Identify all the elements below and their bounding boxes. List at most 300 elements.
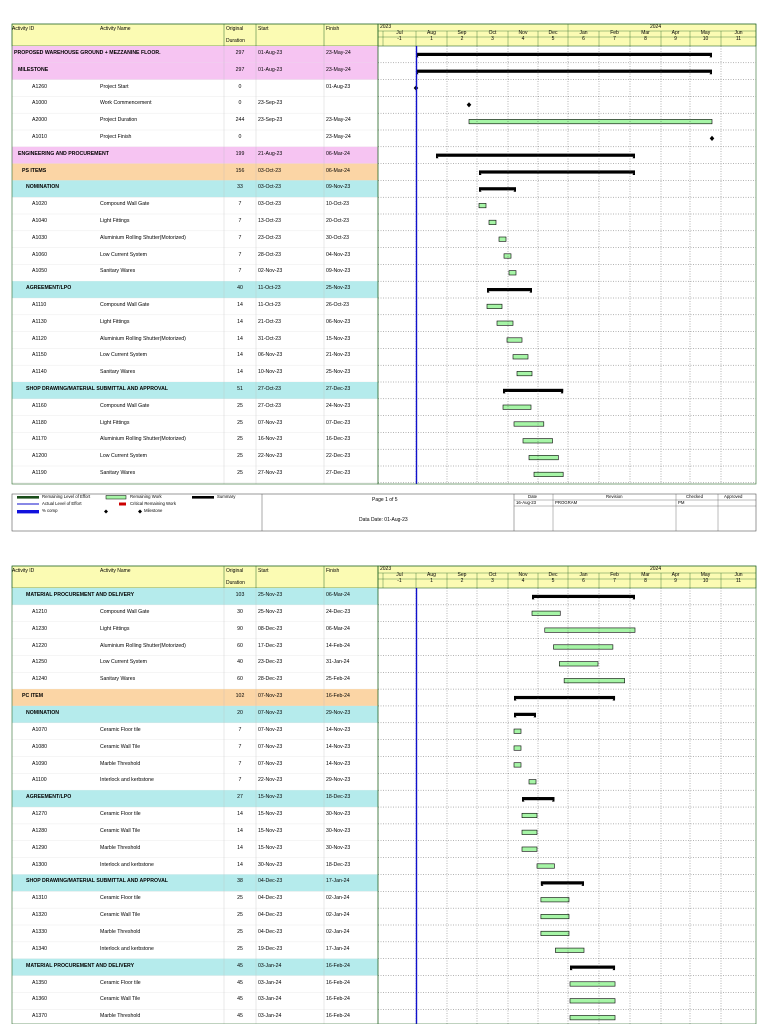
timescale-month-number: 3 [491,36,494,42]
activity-id: A1160 [32,402,47,409]
wbs-title: PC ITEM [22,693,44,700]
activity-start: 11-Oct-23 [258,285,281,292]
activity-duration: 7 [238,218,242,224]
activity-start: 19-Dec-23 [258,945,283,952]
activity-duration: 25 [237,895,243,902]
activity-start: 07-Nov-23 [258,726,283,733]
activity-name: Marble Threshold [100,760,141,767]
activity-duration: 60 [237,676,243,683]
activity-finish: 14-Nov-23 [326,726,351,733]
activity-start: 21-Oct-23 [258,318,282,325]
activity-duration: 14 [237,318,243,325]
activity-start: 27-Oct-23 [258,402,282,409]
activity-finish: 21-Nov-23 [326,352,351,359]
activity-name: Low Current System [100,659,147,666]
activity-duration: 25 [237,453,243,460]
activity-start: 25-Nov-23 [258,592,283,598]
activity-start: 11-Oct-23 [258,302,281,308]
activity-name: Sanitary Wares [100,470,136,476]
wbs-title: PROPOSED WAREHOUSE GROUND + MEZZANINE FLOOR. [14,50,161,56]
activity-finish: 06-Mar-24 [326,592,350,598]
header-duration: Duration [226,38,245,44]
header-duration: Duration [226,580,245,586]
activity-duration: 7 [238,234,242,241]
activity-duration: 45 [237,962,243,969]
activity-name: Sanitary Wares [100,676,136,683]
timescale-month-label: Apr [671,572,680,578]
activity-duration: 25 [237,436,243,443]
activity-duration: 14 [237,335,243,342]
wbs-title: MATERIAL PROCUREMENT AND DELIVERY [26,592,135,598]
approved-header: Approved [724,494,743,499]
activity-id: A1060 [32,251,48,258]
activity-duration: 51 [237,386,243,392]
activity-finish: 16-Dec-23 [326,436,351,443]
activity-duration: 199 [235,150,245,157]
activity-id: A1050 [32,268,48,275]
activity-start: 07-Nov-23 [258,419,283,426]
activity-duration: 7 [238,760,242,767]
activity-duration: 244 [235,117,245,124]
activity-name: Compound Wall Gate [100,201,150,208]
activity-finish: 06-Nov-23 [326,318,351,325]
activity-finish: 01-Aug-23 [326,83,351,90]
activity-finish: 26-Oct-23 [326,302,350,308]
activity-finish: 29-Nov-23 [326,777,351,784]
activity-start: 04-Dec-23 [258,895,283,902]
activity-finish: 27-Dec-23 [326,470,351,476]
activity-id: A1270 [32,811,48,818]
activity-duration: 45 [237,996,243,1003]
revision-date-header: Date [528,494,538,499]
activity-start: 07-Nov-23 [258,693,283,700]
activity-start: 02-Nov-23 [258,268,283,275]
timescale-month-number: 10 [702,36,709,42]
activity-name: Low Current System [100,453,147,460]
activity-id: A1220 [32,642,48,649]
activity-start: 23-Sep-23 [258,100,283,107]
activity-duration: 14 [237,844,243,851]
wbs-title: NOMINATION [26,709,60,716]
timescale-month-label: Apr [671,30,680,36]
timescale-month-label: Aug [427,572,436,578]
header-activity-name: Activity Name [100,568,131,574]
header-start: Start [258,26,269,32]
activity-finish: 14-Nov-23 [326,743,351,750]
activity-name: Light Fittings [100,419,130,426]
activity-start: 27-Oct-23 [258,386,282,392]
activity-finish: 16-Feb-24 [326,962,350,969]
activity-duration: 33 [237,184,243,191]
activity-duration: 25 [237,419,243,426]
timescale-month-label: Mar [641,30,650,36]
activity-id: A1190 [32,470,47,476]
activity-id: A1090 [32,760,48,767]
activity-start: 21-Aug-23 [258,150,283,157]
activity-id: A1200 [32,453,48,460]
activity-id: A2000 [32,117,48,124]
header-original: Original [226,568,244,574]
timescale-month-number: 2 [460,578,464,584]
activity-id: A1240 [32,676,48,683]
activity-finish: 25-Nov-23 [326,369,351,376]
activity-finish: 02-Jan-24 [326,929,350,935]
activity-id: A1340 [32,945,48,952]
activity-id: A1170 [32,436,47,443]
activity-start: 22-Nov-23 [258,777,283,784]
activity-start: 31-Oct-23 [258,335,282,342]
activity-finish: 20-Oct-23 [326,218,350,224]
revision-date: 16-Aug-23 [516,500,537,505]
activity-finish: 09-Nov-23 [326,184,351,191]
activity-finish: 16-Feb-24 [326,693,350,700]
legend-remaining-work: Remaining Work [130,494,162,499]
activity-finish: 16-Feb-24 [326,996,350,1003]
activity-id: A1040 [32,218,48,224]
activity-name: Low Current System [100,352,147,359]
timescale-year-2024: 2024 [650,566,662,572]
activity-start: 23-Oct-23 [258,234,282,241]
activity-finish: 25-Feb-24 [326,676,350,683]
timescale-month-label: Aug [427,30,436,36]
activity-duration: 40 [237,285,243,292]
activity-name: Aluminium Rolling Shutter(Motorized) [100,436,186,443]
header-finish: Finish [326,568,340,574]
activity-duration: 14 [237,369,243,376]
activity-name: Compound Wall Gate [100,302,150,308]
activity-id: A1290 [32,844,48,851]
timescale-month-number: 1 [430,578,433,584]
timescale-month-label: Jul [396,572,403,578]
timescale-month-number: -1 [397,36,402,42]
activity-finish: 02-Jan-24 [326,895,350,902]
timescale-month-number: 11 [735,578,742,584]
activity-start: 03-Jan-24 [258,979,282,986]
activity-id: A1300 [32,861,48,868]
timescale-month-label: May [700,572,711,578]
timescale-month-number: 3 [491,578,494,584]
activity-id: A1180 [32,419,47,426]
legend-milestone: Milestone [144,508,163,513]
activity-finish: 04-Nov-23 [326,251,351,258]
activity-start: 03-Oct-23 [258,184,282,191]
activity-name: Ceramic Floor tile [100,726,141,733]
activity-name: Interlock and kerbstone [100,777,154,784]
activity-id: A1130 [32,318,47,325]
activity-duration: 25 [237,945,243,952]
timescale-month-label: Dec [548,572,558,578]
activity-duration: 14 [237,861,243,868]
activity-start: 07-Nov-23 [258,743,283,750]
activity-finish: 06-Mar-24 [326,625,350,632]
activity-start: 28-Oct-23 [258,251,282,258]
activity-start: 07-Nov-23 [258,709,283,716]
activity-finish: 30-Nov-23 [326,811,351,818]
timescale-month-label: Oct [488,572,497,578]
timescale-month-number: 7 [613,36,616,42]
activity-name: Project Start [100,83,129,90]
activity-duration: 30 [237,608,243,615]
wbs-title: MILESTONE [18,66,49,73]
activity-name: Ceramic Wall Tile [100,827,141,834]
activity-id: A1000 [32,100,48,107]
activity-duration: 14 [237,302,243,308]
activity-start: 23-Dec-23 [258,659,283,666]
activity-duration: 25 [237,402,243,409]
activity-start: 03-Jan-24 [258,962,282,969]
activity-id: A1010 [32,134,48,140]
header-finish: Finish [326,26,340,32]
activity-start: 13-Oct-23 [258,218,282,224]
activity-id: A1110 [32,302,47,308]
activity-duration: 7 [238,726,242,733]
activity-finish: 22-Dec-23 [326,453,351,460]
activity-start: 16-Nov-23 [258,436,283,443]
activity-id: A1250 [32,659,48,666]
timescale-month-number: 2 [460,36,464,42]
activity-name: Ceramic Floor tile [100,811,141,818]
activity-duration: 14 [237,827,243,834]
activity-start: 28-Dec-23 [258,676,283,683]
activity-id: A1100 [32,777,47,784]
activity-id: A1080 [32,743,48,750]
activity-duration: 103 [235,592,245,598]
activity-name: Compound Wall Gate [100,608,150,615]
timescale-month-label: Nov [518,30,528,36]
activity-name: Project Duration [100,117,138,124]
activity-name: Ceramic Wall Tile [100,996,141,1003]
revision-name: PROGRAM [555,500,578,505]
activity-finish: 14-Nov-23 [326,760,351,767]
activity-start: 15-Nov-23 [258,827,283,834]
activity-id: A1280 [32,827,48,834]
activity-start: 15-Nov-23 [258,794,283,801]
activity-start: 04-Dec-23 [258,929,283,935]
activity-name: Light Fittings [100,218,130,224]
activity-name: Ceramic Floor tile [100,895,141,902]
wbs-title: NOMINATION [26,184,60,191]
wbs-title: SHOP DRAWING/MATERIAL SUBMITTAL AND APPROVAL [26,878,168,885]
timescale-month-number: 7 [613,578,616,584]
activity-name: Marble Threshold [100,929,141,935]
timescale-month-number: 9 [674,578,677,584]
activity-finish: 17-Jan-24 [326,878,350,885]
checked-by: PM [678,500,685,505]
wbs-title: AGREEMENT/LPO [26,285,72,292]
activity-duration: 14 [237,352,243,359]
timescale-month-label: Mar [641,572,650,578]
activity-duration: 7 [238,251,242,258]
timescale-month-number: 5 [551,578,555,584]
activity-name: Aluminium Rolling Shutter(Motorized) [100,642,186,649]
activity-id: A1140 [32,369,47,376]
header-activity-name: Activity Name [100,26,131,32]
wbs-title: AGREEMENT/LPO [26,794,72,801]
timescale-month-number: 10 [702,578,709,584]
activity-finish: 10-Oct-23 [326,201,350,208]
activity-duration: 156 [235,167,245,174]
activity-finish: 15-Nov-23 [326,335,351,342]
timescale-month-label: Jun [734,572,743,578]
activity-id: A1120 [32,335,47,342]
activity-duration: 297 [235,50,245,56]
timescale-month-label: Nov [518,572,528,578]
activity-finish: 23-May-24 [326,117,351,124]
activity-id: A1370 [32,1013,48,1020]
activity-duration: 25 [237,470,243,476]
activity-name: Light Fittings [100,625,130,632]
activity-duration: 7 [238,201,242,208]
revision-header: Revision [606,494,623,499]
activity-finish: 30-Oct-23 [326,234,350,241]
activity-start: 30-Nov-23 [258,861,283,868]
activity-finish: 25-Nov-23 [326,285,351,292]
timescale-month-label: Jan [579,572,588,578]
activity-start: 03-Oct-23 [258,167,282,174]
activity-finish: 31-Jan-24 [326,659,350,666]
activity-finish: 27-Dec-23 [326,386,351,392]
activity-start: 27-Nov-23 [258,470,283,476]
timescale-month-label: Sep [457,572,467,578]
activity-finish: 24-Dec-23 [326,608,351,615]
activity-id: A1020 [32,201,48,208]
activity-name: Aluminium Rolling Shutter(Motorized) [100,335,186,342]
timescale-month-number: 9 [674,36,677,42]
timescale-month-number: 11 [735,36,742,42]
timescale-month-label: Feb [610,572,619,578]
activity-id: A1260 [32,83,48,90]
activity-finish: 29-Nov-23 [326,709,351,716]
activity-finish: 09-Nov-23 [326,268,351,275]
legend-pct-comp: % comp [42,508,58,513]
activity-duration: 297 [235,66,245,73]
activity-finish: 23-May-24 [326,134,351,140]
activity-start: 08-Dec-23 [258,625,283,632]
activity-finish: 30-Nov-23 [326,844,351,851]
timescale-year-2023: 2023 [380,24,392,30]
activity-start: 17-Dec-23 [258,642,283,649]
header-activity-id: Activity ID [12,568,35,574]
activity-finish: 14-Feb-24 [326,642,350,649]
timescale-year-2024: 2024 [650,24,662,30]
activity-name: Marble Threshold [100,844,141,851]
activity-duration: 40 [237,659,243,666]
activity-finish: 18-Dec-23 [326,861,351,868]
activity-finish: 23-May-24 [326,50,351,56]
timescale-month-number: 1 [430,36,433,42]
activity-duration: 7 [238,268,242,275]
activity-id: A1150 [32,352,47,359]
timescale-month-label: Jul [396,30,403,36]
timescale-month-label: Jan [579,30,588,36]
wbs-title: PS ITEMS [22,167,47,174]
activity-start: 01-Aug-23 [258,50,283,56]
activity-name: Project Finish [100,134,132,140]
header-activity-id: Activity ID [12,26,35,32]
activity-id: A1330 [32,929,48,935]
activity-name: Ceramic Floor tile [100,979,141,986]
activity-duration: 25 [237,929,243,935]
activity-duration: 45 [237,1013,243,1020]
legend-critical: Critical Remaining Work [130,501,177,506]
activity-name: Compound Wall Gate [100,402,150,409]
wbs-title: SHOP DRAWING/MATERIAL SUBMITTAL AND APPROVAL [26,386,168,392]
activity-finish: 18-Dec-23 [326,794,351,801]
activity-id: A1320 [32,912,48,919]
activity-name: Sanitary Wares [100,268,136,275]
legend-remaining-loe: Remaining Level of Effort [42,494,91,499]
timescale-month-number: 4 [521,36,525,42]
activity-start: 06-Nov-23 [258,352,283,359]
activity-name: Work Commencement [100,100,152,107]
activity-start: 01-Aug-23 [258,66,283,73]
activity-finish: 24-Nov-23 [326,402,351,409]
timescale-month-number: 5 [551,36,555,42]
activity-name: Ceramic Wall Tile [100,743,141,750]
activity-start: 23-Sep-23 [258,117,283,124]
activity-finish: 06-Mar-24 [326,167,350,174]
timescale-month-label: Sep [457,30,467,36]
activity-start: 03-Jan-24 [258,996,282,1003]
timescale-month-number: 8 [644,36,647,42]
activity-start: 22-Nov-23 [258,453,283,460]
activity-duration: 0 [238,100,242,107]
timescale-year-2023: 2023 [380,566,392,572]
activity-id: A1210 [32,608,48,615]
activity-duration: 90 [237,625,243,632]
activity-start: 25-Nov-23 [258,608,283,615]
activity-duration: 7 [238,743,242,750]
timescale-month-number: 4 [521,578,525,584]
activity-start: 15-Nov-23 [258,811,283,818]
timescale-month-label: Jun [734,30,743,36]
activity-finish: 07-Dec-23 [326,419,351,426]
activity-duration: 27 [237,794,243,801]
header-original: Original [226,26,244,32]
timescale-month-label: May [700,30,711,36]
timescale-month-label: Feb [610,30,619,36]
activity-finish: 06-Mar-24 [326,150,350,157]
activity-name: Interlock and kerbstone [100,945,154,952]
activity-duration: 38 [237,878,243,885]
wbs-title: ENGINEERING AND PROCUREMENT [18,150,109,157]
activity-duration: 14 [237,811,243,818]
activity-start: 03-Oct-23 [258,201,282,208]
activity-start: 04-Dec-23 [258,878,283,885]
timescale-month-number: 6 [582,578,585,584]
activity-name: Ceramic Wall Tile [100,912,141,919]
activity-start: 03-Jan-24 [258,1013,282,1020]
activity-duration: 45 [237,979,243,986]
activity-finish: 17-Jan-24 [326,945,350,952]
activity-start: 04-Dec-23 [258,912,283,919]
activity-finish: 16-Feb-24 [326,979,350,986]
activity-duration: 60 [237,642,243,649]
activity-start: 10-Nov-23 [258,369,283,376]
legend-actual-loe: Actual Level of Effort [42,501,82,506]
activity-duration: 20 [237,709,243,716]
activity-name: Interlock and kerbstone [100,861,154,868]
timescale-month-label: Dec [548,30,558,36]
activity-finish: 30-Nov-23 [326,827,351,834]
activity-id: A1360 [32,996,48,1003]
activity-duration: 25 [237,912,243,919]
activity-duration: 0 [238,83,242,90]
data-date-label: Data Date: 01-Aug-23 [359,517,408,523]
activity-start: 07-Nov-23 [258,760,283,767]
timescale-month-label: Oct [488,30,497,36]
activity-name: Marble Threshold [100,1013,141,1020]
